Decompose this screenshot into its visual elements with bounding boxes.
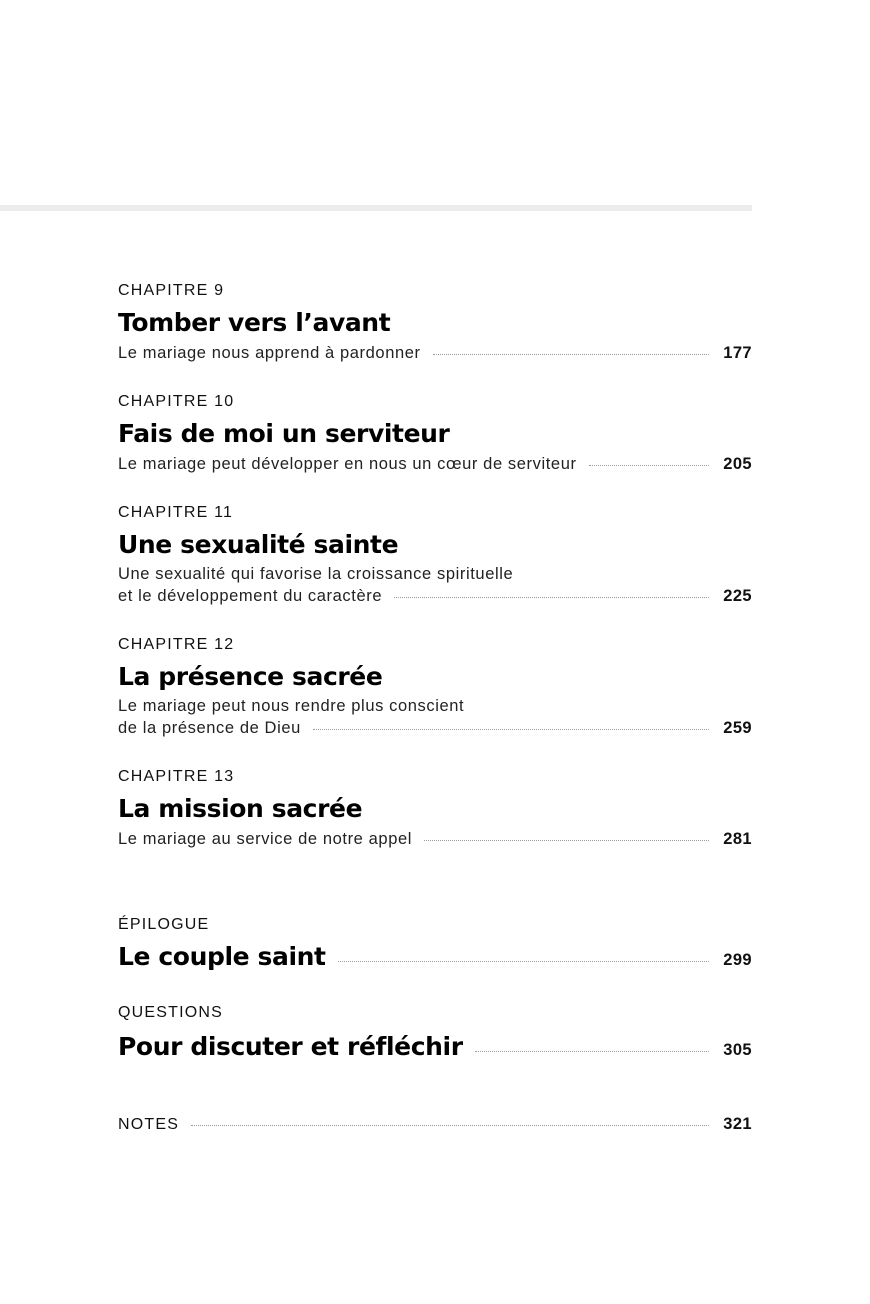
dot-leader bbox=[424, 840, 709, 841]
top-rule bbox=[0, 205, 752, 211]
chapter-subtitle-row bbox=[118, 828, 752, 850]
section-title-row bbox=[118, 942, 752, 972]
chapter-title: La mission sacrée bbox=[118, 794, 363, 823]
page-number: 281 bbox=[723, 830, 752, 848]
chapter-title: La présence sacrée bbox=[118, 662, 383, 691]
page-number: 259 bbox=[723, 719, 752, 737]
chapter-subtitle: Le mariage nous apprend à pardonner bbox=[118, 344, 421, 362]
toc-entry-epilogue[interactable] bbox=[118, 915, 752, 972]
dot-leader bbox=[394, 597, 709, 598]
section-title-row bbox=[118, 1032, 752, 1062]
section-title: Pour discuter et réfléchir bbox=[118, 1032, 463, 1061]
chapter-subtitle: Le mariage peut nous rendre plus conscient bbox=[118, 697, 465, 715]
toc-entry-chapter-10[interactable] bbox=[118, 392, 752, 475]
chapter-subtitle-row bbox=[118, 342, 752, 364]
chapter-subtitle-row bbox=[118, 717, 752, 739]
chapter-label: CHAPITRE 10 bbox=[118, 393, 235, 410]
toc-entry-chapter-11[interactable] bbox=[118, 503, 752, 607]
page-number: 225 bbox=[723, 587, 752, 605]
dot-leader bbox=[338, 961, 710, 962]
page-number: 321 bbox=[723, 1115, 752, 1133]
chapter-subtitle-row bbox=[118, 453, 752, 475]
page-number: 305 bbox=[723, 1041, 752, 1059]
toc-entry-notes[interactable] bbox=[118, 1115, 752, 1135]
dot-leader bbox=[433, 354, 710, 355]
chapter-label: CHAPITRE 11 bbox=[118, 504, 234, 521]
chapter-subtitle: Le mariage peut développer en nous un cœur de serviteur bbox=[118, 455, 577, 473]
chapter-subtitle-row bbox=[118, 585, 752, 607]
chapter-title: Fais de moi un serviteur bbox=[118, 419, 450, 448]
chapter-label: CHAPITRE 12 bbox=[118, 636, 235, 653]
toc-entry-questions[interactable] bbox=[118, 1003, 752, 1062]
chapter-subtitle: de la présence de Dieu bbox=[118, 719, 301, 737]
page-number: 205 bbox=[723, 455, 752, 473]
chapter-label: CHAPITRE 13 bbox=[118, 768, 235, 785]
chapter-title: Tomber vers l’avant bbox=[118, 308, 391, 337]
dot-leader bbox=[475, 1051, 710, 1052]
dot-leader bbox=[589, 465, 710, 466]
chapter-subtitle: Une sexualité qui favorise la croissance spirituelle bbox=[118, 565, 514, 583]
notes-row bbox=[118, 1115, 752, 1135]
chapter-subtitle: et le développement du caractère bbox=[118, 587, 383, 605]
section-label: QUESTIONS bbox=[118, 1004, 224, 1021]
chapter-title: Une sexualité sainte bbox=[118, 530, 399, 559]
dot-leader bbox=[191, 1125, 709, 1126]
section-label: ÉPILOGUE bbox=[118, 916, 210, 933]
chapter-subtitle: Le mariage au service de notre appel bbox=[118, 830, 413, 848]
section-title: Le couple saint bbox=[118, 942, 326, 971]
toc-entry-chapter-12[interactable] bbox=[118, 635, 752, 739]
section-label: NOTES bbox=[118, 1116, 180, 1133]
page-number: 299 bbox=[723, 951, 752, 969]
chapter-label: CHAPITRE 9 bbox=[118, 282, 225, 299]
toc-entry-chapter-13[interactable] bbox=[118, 767, 752, 850]
page-number: 177 bbox=[723, 344, 752, 362]
toc-entry-chapter-9[interactable] bbox=[118, 281, 752, 364]
dot-leader bbox=[313, 729, 709, 730]
